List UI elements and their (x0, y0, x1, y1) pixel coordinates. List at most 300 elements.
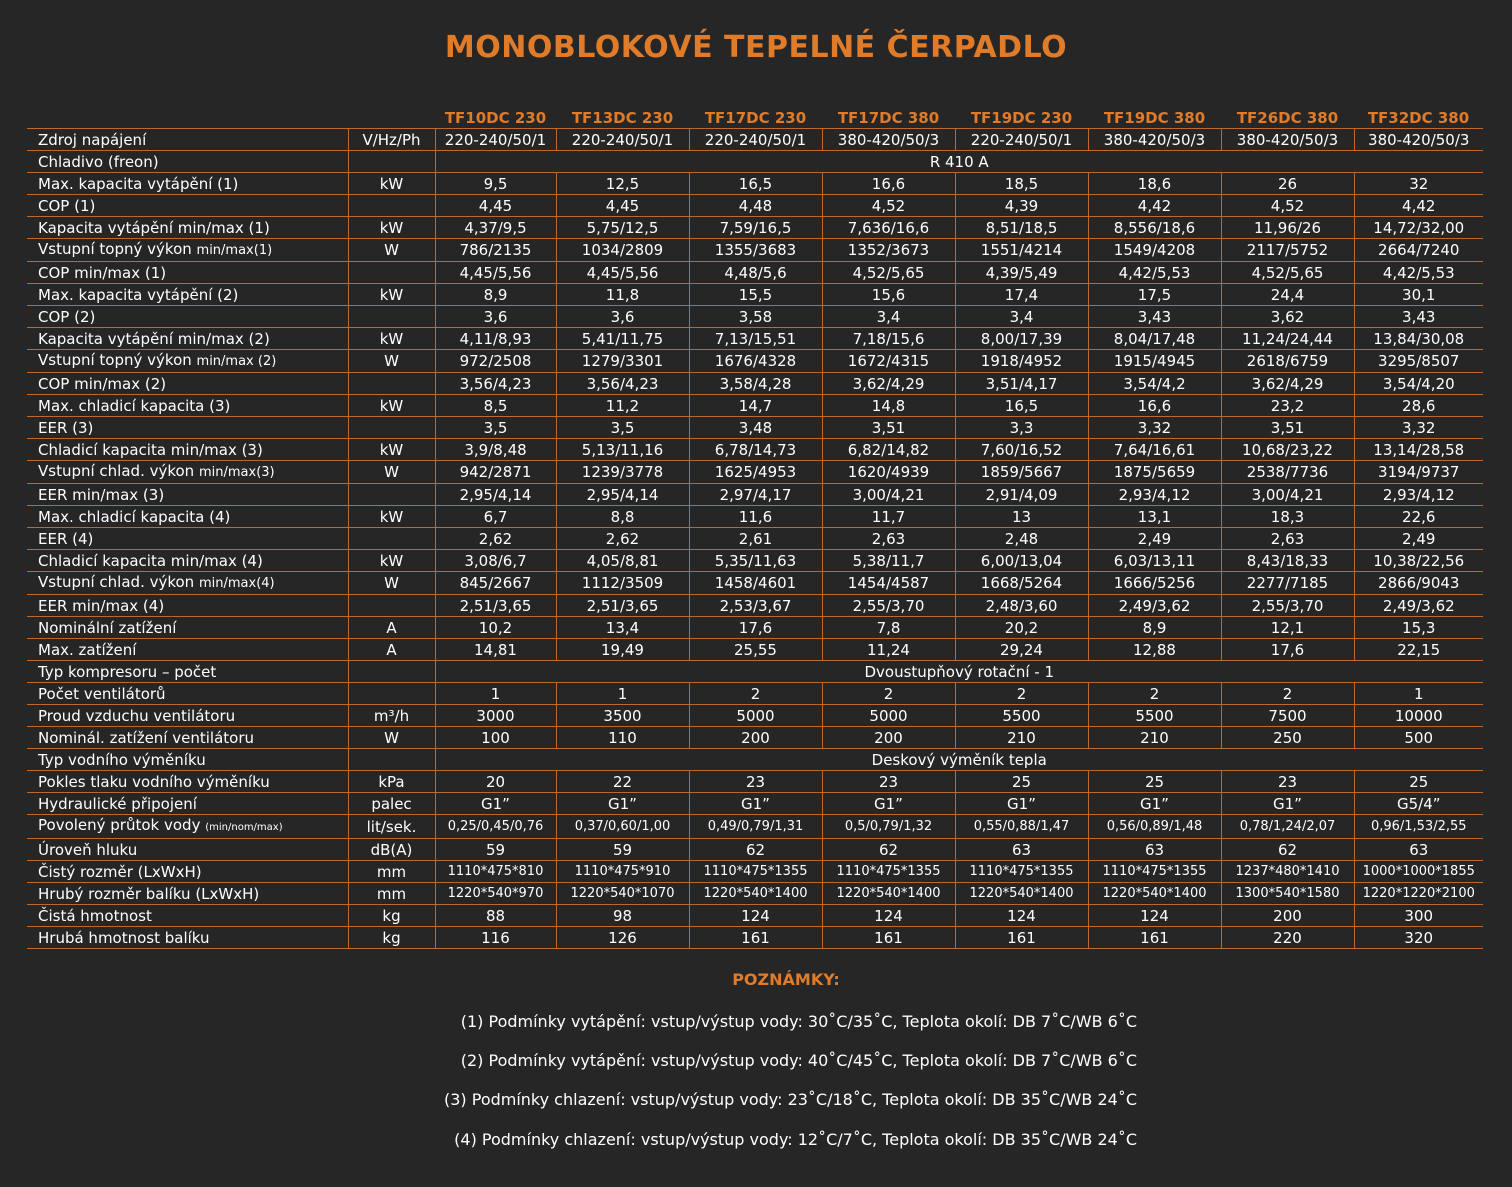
row-label (27, 195, 348, 217)
row-label (27, 883, 348, 905)
table-row (27, 883, 1483, 905)
row-value: 3,51 (1221, 417, 1354, 439)
row-value: 3,58 (689, 306, 822, 328)
row-value: 1110*475*1355 (955, 861, 1088, 883)
notes-title: POZNÁMKY: (732, 970, 840, 989)
table-row (27, 793, 1483, 815)
row-value: 6,78/14,73 (689, 439, 822, 461)
row-value: 1352/3673 (822, 239, 955, 262)
row-value: 2,93/4,12 (1354, 484, 1483, 506)
row-value: 7,13/15,51 (689, 328, 822, 350)
row-value: 2,62 (556, 528, 689, 550)
row-label (27, 373, 348, 395)
row-value: 786/2135 (435, 239, 556, 262)
row-unit: kPa (348, 771, 435, 793)
row-unit: m³/h (348, 705, 435, 727)
table-row (27, 815, 1483, 839)
row-span-value: Deskový výměník tepla (435, 749, 1483, 771)
row-value: 9,5 (435, 173, 556, 195)
row-unit: kW (348, 328, 435, 350)
row-value: 2 (955, 683, 1088, 705)
row-value: 2,51/3,65 (435, 595, 556, 617)
model-header: TF10DC 230 (444, 109, 547, 127)
row-value: 3,6 (435, 306, 556, 328)
table-row (27, 217, 1483, 239)
row-label-text: Zdroj napájení (38, 130, 147, 149)
row-value: 63 (1354, 839, 1483, 861)
row-value: 17,6 (689, 617, 822, 639)
row-value: 2,51/3,65 (556, 595, 689, 617)
row-value: 62 (689, 839, 822, 861)
row-value: 4,48/5,6 (689, 262, 822, 284)
row-value: 3,56/4,23 (435, 373, 556, 395)
row-label (27, 771, 348, 793)
row-label (27, 705, 348, 727)
row-value: 845/2667 (435, 572, 556, 595)
row-value: 15,3 (1354, 617, 1483, 639)
row-value: 3,6 (556, 306, 689, 328)
row-value: 2866/9043 (1354, 572, 1483, 595)
row-value: 1672/4315 (822, 350, 955, 373)
table-row (27, 417, 1483, 439)
row-value: 18,5 (955, 173, 1088, 195)
row-label (27, 595, 348, 617)
row-value: 7,60/16,52 (955, 439, 1088, 461)
row-unit: A (348, 639, 435, 661)
row-value: 124 (689, 905, 822, 927)
row-value: 4,52 (822, 195, 955, 217)
row-value: 23,2 (1221, 395, 1354, 417)
row-value: 116 (435, 927, 556, 949)
row-value: 1300*540*1580 (1221, 883, 1354, 905)
row-value: 1918/4952 (955, 350, 1088, 373)
row-label-text: Kapacita vytápění min/max (1) (38, 218, 270, 237)
row-value: 200 (1221, 905, 1354, 927)
row-value: 13,14/28,58 (1354, 439, 1483, 461)
row-value: G5/4” (1354, 793, 1483, 815)
row-unit: W (348, 239, 435, 262)
row-unit: W (348, 572, 435, 595)
row-value: G1” (689, 793, 822, 815)
row-unit (348, 661, 435, 683)
row-label (27, 839, 348, 861)
row-value: 5500 (955, 705, 1088, 727)
row-value: 3,4 (822, 306, 955, 328)
row-label (27, 793, 348, 815)
row-label-qualifier: min/max (2) (196, 354, 277, 369)
row-value: 3,62/4,29 (1221, 373, 1354, 395)
row-value: 200 (822, 727, 955, 749)
row-value: 220-240/50/1 (435, 129, 556, 151)
row-value: 1 (435, 683, 556, 705)
row-label-text: Vstupní chlad. výkon (38, 462, 195, 480)
row-label-text: Hrubá hmotnost balíku (38, 928, 210, 947)
row-label-qualifier: min/max(3) (198, 465, 275, 480)
row-value: 320 (1354, 927, 1483, 949)
row-value: 25,55 (689, 639, 822, 661)
row-unit (348, 373, 435, 395)
row-value: 2 (1221, 683, 1354, 705)
table-row (27, 129, 1483, 151)
row-value: 4,52/5,65 (822, 262, 955, 284)
row-label-text: Pokles tlaku vodního výměníku (38, 772, 270, 791)
row-unit: palec (348, 793, 435, 815)
row-value: G1” (955, 793, 1088, 815)
row-label (27, 239, 348, 262)
row-label (27, 350, 348, 373)
row-label (27, 727, 348, 749)
row-value: 12,88 (1088, 639, 1221, 661)
row-value: 5500 (1088, 705, 1221, 727)
row-value: 14,7 (689, 395, 822, 417)
row-value: 12,5 (556, 173, 689, 195)
row-value: 8,556/18,6 (1088, 217, 1221, 239)
row-unit: kW (348, 395, 435, 417)
row-value: 25 (1354, 771, 1483, 793)
row-value: 62 (822, 839, 955, 861)
row-value: 1239/3778 (556, 461, 689, 484)
row-value: 11,96/26 (1221, 217, 1354, 239)
row-value: 3,51 (822, 417, 955, 439)
row-value: 110 (556, 727, 689, 749)
table-row (27, 617, 1483, 639)
row-value: 1355/3683 (689, 239, 822, 262)
row-label-text: COP (1) (38, 196, 96, 215)
row-value: 3,62 (1221, 306, 1354, 328)
row-label (27, 683, 348, 705)
row-value: 1110*475*1355 (822, 861, 955, 883)
page-title: MONOBLOKOVÉ TEPELNÉ ČERPADLO (444, 30, 1068, 65)
row-unit: kW (348, 439, 435, 461)
row-value: 2,49/3,62 (1088, 595, 1221, 617)
row-value: 11,24 (822, 639, 955, 661)
table-row (27, 771, 1483, 793)
row-unit (348, 195, 435, 217)
row-unit: lit/sek. (348, 815, 435, 839)
row-value: 124 (955, 905, 1088, 927)
table-row (27, 905, 1483, 927)
row-value: 1112/3509 (556, 572, 689, 595)
row-value: 22,15 (1354, 639, 1483, 661)
model-header: TF19DC 380 (1103, 109, 1206, 127)
row-value: 12,1 (1221, 617, 1354, 639)
row-value: 4,37/9,5 (435, 217, 556, 239)
row-label-text: Chladivo (freon) (38, 152, 159, 171)
row-value: 10000 (1354, 705, 1483, 727)
row-value: 0,25/0,45/0,76 (435, 815, 556, 839)
row-value: 0,5/0,79/1,32 (822, 815, 955, 839)
row-value: 4,45/5,56 (556, 262, 689, 284)
row-label-text: Hrubý rozměr balíku (LxWxH) (38, 884, 260, 903)
table-row (27, 373, 1483, 395)
table-row (27, 484, 1483, 506)
row-label-text: Počet ventilátorů (38, 684, 166, 703)
row-value: 1110*475*810 (435, 861, 556, 883)
row-value: 0,56/0,89/1,48 (1088, 815, 1221, 839)
row-value: 3,08/6,7 (435, 550, 556, 572)
row-value: 3,62/4,29 (822, 373, 955, 395)
row-value: 2,49/3,62 (1354, 595, 1483, 617)
row-value: 32 (1354, 173, 1483, 195)
row-value: 16,6 (1088, 395, 1221, 417)
row-label-text: Kapacita vytápění min/max (2) (38, 329, 270, 348)
row-unit: A (348, 617, 435, 639)
row-value: 3,32 (1088, 417, 1221, 439)
row-value: 1220*540*1400 (822, 883, 955, 905)
row-value: 1220*1220*2100 (1354, 883, 1483, 905)
row-value: 6,00/13,04 (955, 550, 1088, 572)
row-unit (348, 749, 435, 771)
row-value: 1551/4214 (955, 239, 1088, 262)
notes-section (0, 970, 1512, 989)
row-value: 2,49 (1088, 528, 1221, 550)
row-value: 126 (556, 927, 689, 949)
row-value: 11,7 (822, 506, 955, 528)
row-value: 23 (822, 771, 955, 793)
row-value: 3,48 (689, 417, 822, 439)
row-value: 16,5 (955, 395, 1088, 417)
row-value: 2 (1088, 683, 1221, 705)
row-label (27, 528, 348, 550)
row-value: 2,63 (1221, 528, 1354, 550)
row-value: 0,96/1,53/2,55 (1354, 815, 1483, 839)
table-row (27, 151, 1483, 173)
row-label (27, 927, 348, 949)
row-value: 220-240/50/1 (689, 129, 822, 151)
row-value: 4,42 (1088, 195, 1221, 217)
row-value: 7,636/16,6 (822, 217, 955, 239)
row-value: 11,24/24,44 (1221, 328, 1354, 350)
row-label (27, 395, 348, 417)
row-value: 4,11/8,93 (435, 328, 556, 350)
row-value: 1220*540*1070 (556, 883, 689, 905)
row-value: 4,42/5,53 (1354, 262, 1483, 284)
row-value: 3,54/4,20 (1354, 373, 1483, 395)
table-row (27, 927, 1483, 949)
row-label-text: EER (4) (38, 529, 94, 548)
table-row (27, 661, 1483, 683)
row-label-text: Vstupní chlad. výkon (38, 573, 195, 591)
table-row (27, 395, 1483, 417)
model-header: TF19DC 230 (970, 109, 1073, 127)
row-value: 4,05/8,81 (556, 550, 689, 572)
row-value: 2664/7240 (1354, 239, 1483, 262)
row-value: 2,95/4,14 (556, 484, 689, 506)
row-value: 4,45/5,56 (435, 262, 556, 284)
row-unit (348, 262, 435, 284)
table-row (27, 528, 1483, 550)
row-value: 2,62 (435, 528, 556, 550)
table-row (27, 439, 1483, 461)
row-label-text: EER (3) (38, 418, 94, 437)
row-value: 5,13/11,16 (556, 439, 689, 461)
row-unit: V/Hz/Ph (348, 129, 435, 151)
row-value: 5,38/11,7 (822, 550, 955, 572)
row-value: 2,61 (689, 528, 822, 550)
row-value: 1549/4208 (1088, 239, 1221, 262)
row-value: 3,58/4,28 (689, 373, 822, 395)
row-label-text: Čistý rozměr (LxWxH) (38, 862, 202, 881)
row-value: 3,00/4,21 (822, 484, 955, 506)
row-value: 2277/7185 (1221, 572, 1354, 595)
table-row (27, 639, 1483, 661)
row-value: 17,6 (1221, 639, 1354, 661)
row-unit: kg (348, 905, 435, 927)
row-value: 1625/4953 (689, 461, 822, 484)
row-value: 2,97/4,17 (689, 484, 822, 506)
row-value: 13,1 (1088, 506, 1221, 528)
row-value: 62 (1221, 839, 1354, 861)
row-value: 8,5 (435, 395, 556, 417)
row-value: 6,7 (435, 506, 556, 528)
row-value: 1 (1354, 683, 1483, 705)
table-row (27, 306, 1483, 328)
row-value: 124 (1088, 905, 1221, 927)
row-label-text: Proud vzduchu ventilátoru (38, 706, 236, 725)
row-value: 7,64/16,61 (1088, 439, 1221, 461)
table-row (27, 861, 1483, 883)
row-value: G1” (1221, 793, 1354, 815)
row-value: 0,55/0,88/1,47 (955, 815, 1088, 839)
row-value: 59 (556, 839, 689, 861)
row-unit: mm (348, 861, 435, 883)
row-label (27, 328, 348, 350)
table-row (27, 239, 1483, 262)
row-label (27, 484, 348, 506)
row-value: 59 (435, 839, 556, 861)
spec-table (27, 108, 1483, 949)
row-value: 14,72/32,00 (1354, 217, 1483, 239)
row-value: 100 (435, 727, 556, 749)
row-value: 1220*540*1400 (689, 883, 822, 905)
row-value: 88 (435, 905, 556, 927)
row-span-value: R 410 A (435, 151, 1483, 173)
row-value: 3,00/4,21 (1221, 484, 1354, 506)
row-value: 1 (556, 683, 689, 705)
row-value: 63 (1088, 839, 1221, 861)
row-value: 2 (822, 683, 955, 705)
row-value: 161 (689, 927, 822, 949)
row-value: G1” (435, 793, 556, 815)
row-value: 16,6 (822, 173, 955, 195)
row-value: 2,95/4,14 (435, 484, 556, 506)
row-value: 4,45 (435, 195, 556, 217)
row-value: 3,3 (955, 417, 1088, 439)
row-value: 3,56/4,23 (556, 373, 689, 395)
row-value: 20 (435, 771, 556, 793)
row-value: 1668/5264 (955, 572, 1088, 595)
row-value: 1454/4587 (822, 572, 955, 595)
table-row (27, 683, 1483, 705)
table-row (27, 195, 1483, 217)
table-row (27, 350, 1483, 373)
row-label-text: EER min/max (4) (38, 596, 165, 615)
row-label (27, 417, 348, 439)
row-label (27, 284, 348, 306)
row-value: 161 (1088, 927, 1221, 949)
row-value: 220-240/50/1 (955, 129, 1088, 151)
row-label-qualifier: (min/nom/max) (205, 822, 283, 833)
row-label (27, 461, 348, 484)
row-value: 1237*480*1410 (1221, 861, 1354, 883)
row-value: 6,03/13,11 (1088, 550, 1221, 572)
row-value: 17,4 (955, 284, 1088, 306)
table-row (27, 173, 1483, 195)
row-value: 2,93/4,12 (1088, 484, 1221, 506)
row-value: G1” (1088, 793, 1221, 815)
row-label-qualifier: min/max(1) (196, 243, 273, 258)
row-value: 3,5 (556, 417, 689, 439)
row-value: 3,43 (1354, 306, 1483, 328)
model-header: TF17DC 230 (704, 109, 807, 127)
row-label-text: Nominální zatížení (38, 618, 177, 637)
row-value: 3000 (435, 705, 556, 727)
row-value: G1” (556, 793, 689, 815)
row-label-text: Max. chladicí kapacita (4) (38, 507, 231, 526)
row-value: 5,35/11,63 (689, 550, 822, 572)
table-row (27, 328, 1483, 350)
row-value: 1000*1000*1855 (1354, 861, 1483, 883)
row-value: 2117/5752 (1221, 239, 1354, 262)
row-value: 2 (689, 683, 822, 705)
row-label-text: Max. zatížení (38, 640, 137, 659)
row-value: 28,6 (1354, 395, 1483, 417)
row-value: 22,6 (1354, 506, 1483, 528)
row-value: 19,49 (556, 639, 689, 661)
row-label (27, 905, 348, 927)
row-value: 7,8 (822, 617, 955, 639)
row-value: 161 (822, 927, 955, 949)
row-label (27, 550, 348, 572)
table-row (27, 839, 1483, 861)
row-value: 4,42/5,53 (1088, 262, 1221, 284)
row-value: 300 (1354, 905, 1483, 927)
row-value: 4,45 (556, 195, 689, 217)
row-value: 26 (1221, 173, 1354, 195)
row-value: 8,00/17,39 (955, 328, 1088, 350)
row-unit: mm (348, 883, 435, 905)
row-value: G1” (822, 793, 955, 815)
row-value: 11,6 (689, 506, 822, 528)
row-unit: kW (348, 217, 435, 239)
row-label (27, 639, 348, 661)
row-value: 1666/5256 (1088, 572, 1221, 595)
row-value: 8,8 (556, 506, 689, 528)
row-value: 1110*475*1355 (689, 861, 822, 883)
row-value: 3,4 (955, 306, 1088, 328)
row-value: 210 (955, 727, 1088, 749)
row-unit: kW (348, 550, 435, 572)
row-label-text: Chladicí kapacita min/max (3) (38, 440, 263, 459)
row-value: 10,2 (435, 617, 556, 639)
row-value: 2,49 (1354, 528, 1483, 550)
row-value: 972/2508 (435, 350, 556, 373)
row-value: 2,55/3,70 (822, 595, 955, 617)
row-value: 220 (1221, 927, 1354, 949)
row-value: 15,6 (822, 284, 955, 306)
row-value: 380-420/50/3 (1354, 129, 1483, 151)
row-value: 17,5 (1088, 284, 1221, 306)
row-value: 15,5 (689, 284, 822, 306)
row-label-text: Čistá hmotnost (38, 906, 152, 925)
row-label-text: COP min/max (2) (38, 374, 167, 393)
row-label (27, 439, 348, 461)
row-value: 63 (955, 839, 1088, 861)
row-value: 250 (1221, 727, 1354, 749)
row-value: 25 (1088, 771, 1221, 793)
row-value: 20,2 (955, 617, 1088, 639)
model-header: TF32DC 380 (1367, 109, 1470, 127)
